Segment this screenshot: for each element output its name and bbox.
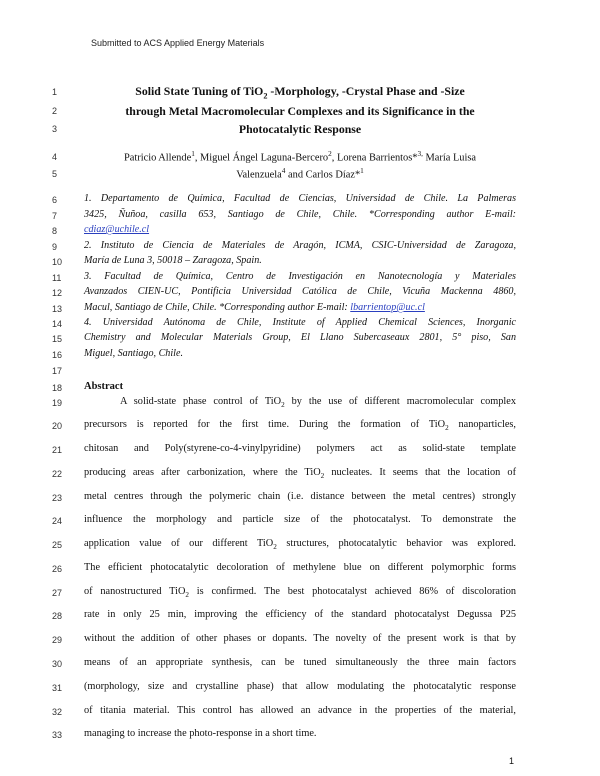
abstract-line: of titania material. This control has allowed an advance in the properties of the material, <box>84 705 516 716</box>
abstract-line: producing areas after carbonization, where the TiO$_2$ nucleates. It seems that the location of <box>84 467 516 481</box>
abstract-line: chitosan and Poly(styrene-co-4-vinylpyridine) polymers act as solid-state template <box>84 443 516 454</box>
line-number: 3 <box>52 124 58 134</box>
abstract-line: A solid-state phase control of TiO$_2$ by the use of different macromolecular complex <box>120 396 516 410</box>
line-number: 20 <box>52 421 63 431</box>
line-number: 22 <box>52 469 63 479</box>
affiliation-line: 1. Departamento de Química, Facultad de Ciencias, Universidad de Chile. La Palmeras <box>84 193 516 204</box>
line-number: 27 <box>52 588 63 598</box>
line-number: 11 <box>52 273 62 283</box>
abstract-line: influence the morphology and particle size of the photocatalyst. To demonstrate the <box>84 514 516 525</box>
line-number: 12 <box>52 288 63 298</box>
running-header: Submitted to ACS Applied Energy Materials <box>91 38 265 48</box>
line-number: 16 <box>52 350 63 360</box>
line-number: 23 <box>52 493 63 503</box>
affiliation-line: María de Luna 3, 50018 – Zaragoza, Spain. <box>84 255 262 266</box>
affiliation-line <box>84 224 516 235</box>
affiliation-line: 2. Instituto de Ciencia de Materiales de Aragón, ICMA, CSIC-Universidad de Zaragoza, <box>84 240 516 251</box>
line-number: 24 <box>52 516 63 526</box>
line-number: 30 <box>52 659 63 669</box>
affiliation-line: 3425, Ñuñoa, casilla 653, Santiago de Chile, Chile. *Corresponding author E-mail: <box>84 209 516 220</box>
line-number: 19 <box>52 398 63 408</box>
line-number: 4 <box>52 152 58 162</box>
abstract-heading: Abstract <box>84 381 124 392</box>
title-line-3: Photocatalytic Response <box>238 122 362 136</box>
line-number: 21 <box>52 445 63 455</box>
line-number: 32 <box>52 707 63 717</box>
line-number: 25 <box>52 540 63 550</box>
abstract-line: precursors is reported for the first time. During the formation of TiO$_2$ nanoparticles, <box>84 419 516 433</box>
title-line-2: through Metal Macromolecular Complexes and its Significance in the <box>125 104 475 118</box>
line-number: 17 <box>52 366 63 376</box>
abstract-line: The efficient photocatalytic decoloration of methylene blue on different polymorphic forms <box>84 562 516 573</box>
authors-line-1: Patricio Allende$^1$, Miguel Ángel Laguna-Bercero$^2$, Lorena Barrientos*$^{3,}$ María Luisa <box>123 150 477 164</box>
abstract-line: managing to increase the photo-response in a short time. <box>84 728 317 739</box>
line-number: 7 <box>52 211 58 221</box>
line-number: 18 <box>52 383 63 393</box>
line-number: 9 <box>52 242 58 252</box>
line-number: 33 <box>52 730 63 740</box>
affiliation-line: 4. Universidad Autónoma de Chile, Institute of Applied Chemical Sciences, Inorganic <box>84 317 516 328</box>
line-number: 8 <box>52 226 58 236</box>
abstract-line: metal centres through the polymeric chain (i.e. distance between the metal centres) strongly <box>84 491 516 502</box>
abstract-line: application value of our different TiO$_2$ structures, photocatalytic behavior was explored. <box>84 538 516 552</box>
title-line-1: Solid State Tuning of TiO$_2$ -Morphology, -Crystal Phase and -Size <box>135 84 465 101</box>
abstract-line: without the addition of other phases or dopants. The novelty of the present work is that by <box>84 633 516 644</box>
line-number: 10 <box>52 257 63 267</box>
abstract-line: (morphology, size and crystalline phase) that allow modulating the photocatalytic response <box>84 681 516 692</box>
abstract-line: rate in only 25 min, improving the efficiency of the standard photocatalyst Degussa P25 <box>84 609 516 620</box>
abstract-line: means of an appropriate synthesis, can be tuned simultaneously the three main factors <box>84 657 516 668</box>
line-number: 5 <box>52 169 58 179</box>
line-number: 28 <box>52 611 63 621</box>
email-link[interactable]: cdiaz@uchile.cl <box>84 224 150 235</box>
line-number: 13 <box>52 304 63 314</box>
authors-line-2: Valenzuela$^4$ and Carlos Díaz*$^1$ <box>236 167 364 181</box>
line-number: 26 <box>52 564 63 574</box>
affiliation-line: Macul, Santiago de Chile, Chile. *Corresponding author E-mail: lbarrientop@uc.cl <box>84 302 425 313</box>
line-number: 31 <box>52 683 63 693</box>
line-number: 2 <box>52 106 58 116</box>
affiliation-line: Chemistry and Molecular Materials Group, El Llano Subercaseaux 2801, 5° piso, San <box>84 332 516 343</box>
line-number: 29 <box>52 635 63 645</box>
line-number: 1 <box>52 87 58 97</box>
email-link[interactable]: lbarrientop@uc.cl <box>350 302 425 313</box>
line-number: 15 <box>52 334 63 344</box>
affiliation-line: Avanzados CIEN-UC, Pontificia Universidad Católica de Chile, Vicuña Mackenna 4860, <box>84 286 516 297</box>
affiliation-line: 3. Facultad de Química, Centro de Investigación en Nanotecnología y Materiales <box>84 271 516 282</box>
line-number: 14 <box>52 319 63 329</box>
abstract-line: of nanostructured TiO$_2$ is confirmed. The best photocatalyst achieved 86% of discoloration <box>84 586 516 600</box>
page-number: 1 <box>509 756 515 766</box>
line-number: 6 <box>52 195 58 205</box>
affiliation-line: Miguel, Santiago, Chile. <box>84 348 183 359</box>
